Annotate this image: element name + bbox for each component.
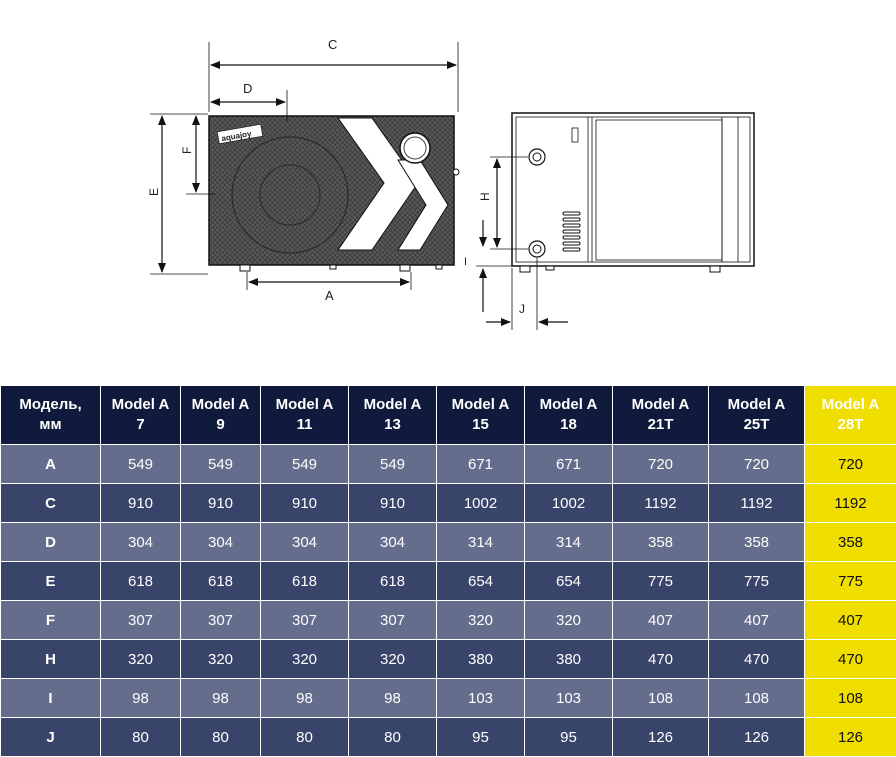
- value-cell: 126: [709, 718, 805, 757]
- row-label-cell: E: [1, 562, 101, 601]
- value-cell: 98: [261, 679, 349, 718]
- value-cell: 1192: [709, 484, 805, 523]
- table-header-row: [1, 386, 896, 445]
- dim-label-i: I: [464, 256, 467, 268]
- value-cell: 470: [805, 640, 896, 679]
- value-cell: 80: [261, 718, 349, 757]
- value-cell: 618: [349, 562, 437, 601]
- value-cell: 910: [349, 484, 437, 523]
- value-cell: 307: [101, 601, 181, 640]
- value-cell: 470: [613, 640, 709, 679]
- value-cell: 80: [181, 718, 261, 757]
- value-cell: 98: [181, 679, 261, 718]
- header-cell: Model A 11: [261, 386, 349, 445]
- value-cell: 304: [349, 523, 437, 562]
- value-cell: 98: [101, 679, 181, 718]
- header-cell: Model A 9: [181, 386, 261, 445]
- value-cell: 307: [349, 601, 437, 640]
- value-cell: 654: [437, 562, 525, 601]
- value-cell: 380: [525, 640, 613, 679]
- value-cell: 910: [181, 484, 261, 523]
- row-label-cell: J: [1, 718, 101, 757]
- side-view: [512, 113, 754, 272]
- header-cell: Model A 15: [437, 386, 525, 445]
- row-label-cell: C: [1, 484, 101, 523]
- dim-label-d: D: [243, 81, 252, 96]
- value-cell: 549: [181, 445, 261, 484]
- value-cell: 126: [613, 718, 709, 757]
- table-row: [1, 484, 896, 523]
- value-cell: 549: [101, 445, 181, 484]
- header-cell: Model A 25T: [709, 386, 805, 445]
- header-cell: Model A 18: [525, 386, 613, 445]
- dim-label-e: E: [147, 188, 161, 196]
- value-cell: 80: [101, 718, 181, 757]
- value-cell: 320: [181, 640, 261, 679]
- value-cell: 103: [525, 679, 613, 718]
- table-row: [1, 601, 896, 640]
- brand-logo: aquajoy: [221, 129, 253, 143]
- value-cell: 320: [349, 640, 437, 679]
- value-cell: 1002: [437, 484, 525, 523]
- value-cell: 470: [709, 640, 805, 679]
- value-cell: 304: [101, 523, 181, 562]
- value-cell: 720: [613, 445, 709, 484]
- table-row: [1, 718, 896, 757]
- row-label-cell: A: [1, 445, 101, 484]
- value-cell: 320: [261, 640, 349, 679]
- value-cell: 1002: [525, 484, 613, 523]
- value-cell: 126: [805, 718, 896, 757]
- value-cell: 775: [709, 562, 805, 601]
- header-cell: Model A 7: [101, 386, 181, 445]
- value-cell: 1192: [613, 484, 709, 523]
- row-label-cell: H: [1, 640, 101, 679]
- value-cell: 314: [525, 523, 613, 562]
- value-cell: 358: [613, 523, 709, 562]
- value-cell: 108: [709, 679, 805, 718]
- table-row: [1, 640, 896, 679]
- value-cell: 549: [349, 445, 437, 484]
- row-label-cell: I: [1, 679, 101, 718]
- dimensions-table: [0, 385, 896, 757]
- value-cell: 320: [437, 601, 525, 640]
- value-cell: 80: [349, 718, 437, 757]
- header-cell: Model A 21T: [613, 386, 709, 445]
- value-cell: 407: [613, 601, 709, 640]
- value-cell: 380: [437, 640, 525, 679]
- value-cell: 103: [437, 679, 525, 718]
- value-cell: 618: [261, 562, 349, 601]
- value-cell: 775: [805, 562, 896, 601]
- value-cell: 358: [709, 523, 805, 562]
- value-cell: 108: [805, 679, 896, 718]
- front-view: [209, 116, 459, 271]
- value-cell: 671: [525, 445, 613, 484]
- value-cell: 549: [261, 445, 349, 484]
- dim-label-f: F: [180, 147, 194, 154]
- value-cell: 654: [525, 562, 613, 601]
- value-cell: 910: [101, 484, 181, 523]
- dim-label-a: A: [325, 288, 334, 303]
- value-cell: 98: [349, 679, 437, 718]
- header-cell: Модель, мм: [1, 386, 101, 445]
- dim-label-c: C: [328, 37, 337, 52]
- value-cell: 304: [181, 523, 261, 562]
- value-cell: 314: [437, 523, 525, 562]
- value-cell: 95: [437, 718, 525, 757]
- value-cell: 95: [525, 718, 613, 757]
- value-cell: 618: [101, 562, 181, 601]
- table-row: [1, 562, 896, 601]
- header-cell: Model A 13: [349, 386, 437, 445]
- value-cell: 307: [181, 601, 261, 640]
- value-cell: 358: [805, 523, 896, 562]
- value-cell: 720: [805, 445, 896, 484]
- value-cell: 775: [613, 562, 709, 601]
- value-cell: 320: [101, 640, 181, 679]
- table-row: [1, 445, 896, 484]
- table-row: [1, 523, 896, 562]
- value-cell: 720: [709, 445, 805, 484]
- value-cell: 618: [181, 562, 261, 601]
- value-cell: 108: [613, 679, 709, 718]
- dim-label-j: J: [519, 302, 525, 316]
- value-cell: 320: [525, 601, 613, 640]
- value-cell: 671: [437, 445, 525, 484]
- dim-label-h: H: [478, 192, 492, 201]
- value-cell: 307: [261, 601, 349, 640]
- header-cell-highlighted: Model A 28T: [805, 386, 896, 445]
- value-cell: 910: [261, 484, 349, 523]
- row-label-cell: F: [1, 601, 101, 640]
- value-cell: 1192: [805, 484, 896, 523]
- value-cell: 304: [261, 523, 349, 562]
- value-cell: 407: [805, 601, 896, 640]
- row-label-cell: D: [1, 523, 101, 562]
- value-cell: 407: [709, 601, 805, 640]
- table-row: [1, 679, 896, 718]
